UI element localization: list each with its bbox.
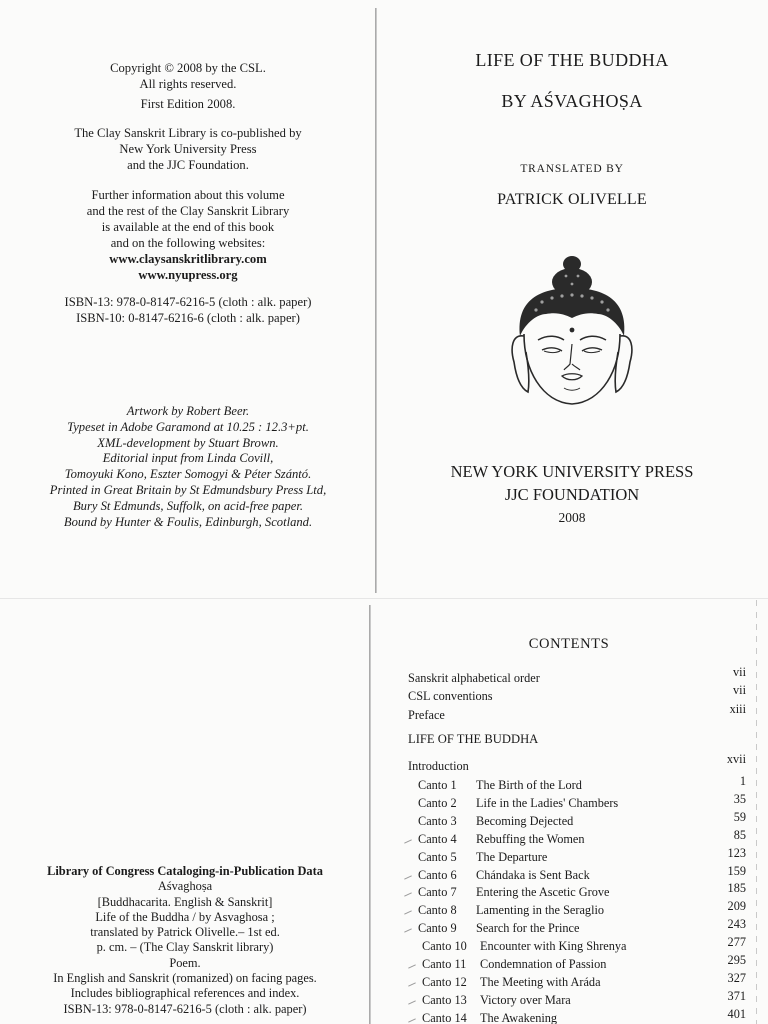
copublisher-block bbox=[0, 125, 376, 173]
publisher-line: NEW YORK UNIVERSITY PRESS bbox=[450, 462, 694, 481]
pencil-mark bbox=[404, 893, 412, 897]
copyright-page bbox=[0, 0, 376, 600]
toc-canto-title: The Meeting with Aráda bbox=[480, 974, 601, 989]
pencil-mark bbox=[408, 982, 416, 986]
toc-canto-page: 277 bbox=[727, 935, 746, 950]
contents-page bbox=[370, 600, 768, 1024]
toc-section-title bbox=[408, 731, 748, 747]
toc-canto-page: 35 bbox=[733, 791, 746, 806]
toc-canto-number: Canto 5 bbox=[418, 849, 457, 864]
toc-canto-title: The Birth of the Lord bbox=[476, 778, 582, 792]
cip-line: translated by Patrick Olivelle.– 1st ed. bbox=[90, 925, 280, 940]
toc-canto-number: Canto 14 bbox=[422, 1010, 467, 1024]
website-link[interactable]: www.claysanskritlibrary.com bbox=[109, 252, 267, 266]
toc-canto-number: Canto 9 bbox=[418, 921, 457, 936]
toc-canto-entry[interactable] bbox=[418, 827, 748, 847]
toc-canto-number: Canto 11 bbox=[422, 957, 467, 971]
credit-line: Artwork by Robert Beer. bbox=[126, 404, 250, 418]
cip-data bbox=[0, 864, 370, 1017]
toc-entry[interactable] bbox=[408, 683, 748, 704]
title-page bbox=[376, 0, 768, 600]
toc-canto-entry[interactable] bbox=[418, 863, 748, 883]
pencil-mark bbox=[404, 929, 412, 933]
info-line: and on the following websites: bbox=[110, 236, 266, 250]
toc-canto-title: Entering the Ascetic Grove bbox=[476, 885, 610, 900]
toc-entry-page: vii bbox=[733, 683, 746, 697]
toc-canto-page: 159 bbox=[727, 863, 746, 878]
publication-year: 2008 bbox=[558, 510, 586, 525]
buddha-head-illustration bbox=[502, 252, 642, 424]
credits-block bbox=[0, 404, 376, 530]
toc-canto-page: 59 bbox=[733, 809, 746, 824]
isbn-line: ISBN-10: 0-8147-6216-6 (cloth : alk. paper) bbox=[76, 311, 300, 325]
toc-entry-page: xvii bbox=[726, 752, 746, 766]
credit-line: Tomoyuki Kono, Eszter Somogyi & Péter Szántó. bbox=[64, 467, 312, 482]
pencil-mark bbox=[404, 839, 412, 843]
toc-canto-number: Canto 8 bbox=[418, 903, 457, 918]
toc-entry-page: xiii bbox=[729, 702, 746, 716]
translator-name: PATRICK OLIVELLE bbox=[497, 191, 647, 208]
toc-canto-entry[interactable] bbox=[418, 899, 748, 918]
toc-canto-number: Canto 2 bbox=[418, 795, 457, 810]
publisher-line: JJC FOUNDATION bbox=[504, 485, 640, 504]
book-author: BY AŚVAGHOṢA bbox=[501, 91, 643, 111]
credit-line: Bound by Hunter & Foulis, Edinburgh, Scotland. bbox=[63, 514, 313, 529]
credit-line: Typeset in Adobe Garamond at 10.25 : 12.3+pt. bbox=[67, 419, 309, 434]
credit-line: Bury St Edmunds, Suffolk, on acid-free paper. bbox=[72, 498, 304, 513]
toc-canto-number: Canto 1 bbox=[418, 778, 457, 792]
cip-page bbox=[0, 600, 370, 1024]
cip-line: Life of the Buddha / by Asvaghosa ; bbox=[95, 909, 275, 924]
copub-line: and the JJC Foundation. bbox=[127, 158, 249, 172]
edition-line bbox=[0, 96, 376, 112]
toc-canto-entry[interactable] bbox=[418, 970, 748, 990]
toc-canto-title: Lamenting in the Seraglio bbox=[476, 903, 605, 918]
toc-canto-title: Victory over Mara bbox=[480, 992, 571, 1007]
toc-canto-number: Canto 12 bbox=[422, 974, 467, 989]
isbn-block bbox=[0, 294, 376, 326]
info-line: Further information about this volume bbox=[91, 188, 285, 202]
isbn-line: ISBN-13: 978-0-8147-6216-5 (cloth : alk. paper) bbox=[64, 295, 312, 309]
cip-line: In English and Sanskrit (romanized) on facing pages. bbox=[53, 971, 317, 986]
toc-canto-entry[interactable] bbox=[418, 881, 748, 900]
toc-canto-page: 185 bbox=[727, 881, 746, 896]
copyright-notice bbox=[0, 60, 376, 92]
toc-canto-title: Encounter with King Shrenya bbox=[480, 939, 627, 954]
toc-canto-number: Canto 7 bbox=[418, 885, 457, 900]
toc-canto-page: 401 bbox=[727, 1006, 746, 1021]
info-block bbox=[0, 187, 376, 283]
cip-heading: Library of Congress Cataloging-in-Publication Data bbox=[47, 864, 323, 878]
toc-canto-page: 371 bbox=[727, 988, 746, 1003]
credit-line: Editorial input from Linda Covill, bbox=[102, 451, 274, 466]
cip-line: ISBN-13: 978-0-8147-6216-5 (cloth : alk. paper) bbox=[63, 1001, 307, 1016]
copub-line: The Clay Sanskrit Library is co-published by bbox=[74, 126, 302, 140]
toc-canto-title: Condemnation of Passion bbox=[480, 957, 607, 971]
copyright-line: Copyright © 2008 by the CSL. bbox=[110, 61, 266, 75]
toc-canto-page: 1 bbox=[739, 774, 746, 788]
toc-canto-title: Becoming Dejected bbox=[476, 813, 574, 828]
toc-entry-page: vii bbox=[733, 665, 746, 679]
edition-text: First Edition 2008. bbox=[140, 97, 236, 111]
info-line: and the rest of the Clay Sanskrit Library bbox=[86, 204, 290, 218]
toc-canto-entry[interactable] bbox=[418, 845, 748, 865]
toc-canto-entry[interactable] bbox=[418, 935, 748, 954]
toc-entry-label: Sanskrit alphabetical order bbox=[408, 671, 540, 685]
toc-canto-entry[interactable] bbox=[418, 809, 748, 829]
toc-entry[interactable] bbox=[408, 665, 748, 686]
toc-canto-page: 327 bbox=[727, 970, 746, 985]
cip-line: [Buddhacarita. English & Sanskrit] bbox=[97, 894, 273, 909]
pencil-mark bbox=[408, 964, 416, 968]
toc-canto-page: 295 bbox=[727, 953, 746, 967]
toc-canto-number: Canto 10 bbox=[422, 939, 467, 954]
toc-canto-entry[interactable] bbox=[418, 917, 748, 936]
toc-canto-page: 243 bbox=[727, 917, 746, 932]
rights-line: All rights reserved. bbox=[139, 77, 237, 91]
toc-canto-title: Chándaka is Sent Back bbox=[476, 867, 590, 882]
cip-line: Poem. bbox=[169, 955, 201, 970]
toc-canto-title: Rebuffing the Women bbox=[476, 831, 585, 846]
toc-entry[interactable] bbox=[408, 702, 748, 723]
contents-heading: CONTENTS bbox=[528, 636, 610, 652]
website-link[interactable]: www.nyupress.org bbox=[138, 268, 238, 282]
toc-canto-title: The Awakening bbox=[480, 1010, 558, 1024]
credit-line: XML-development by Stuart Brown. bbox=[97, 435, 279, 450]
toc-entry-label: Preface bbox=[408, 708, 445, 722]
toc-canto-number: Canto 3 bbox=[418, 813, 457, 828]
toc-canto-number: Canto 13 bbox=[422, 992, 467, 1007]
toc-canto-entry[interactable] bbox=[418, 791, 748, 811]
toc-entry-label: CSL conventions bbox=[408, 689, 493, 703]
toc-canto-entry[interactable] bbox=[418, 1006, 748, 1024]
toc-entry-label: Introduction bbox=[408, 759, 469, 773]
cip-line: p. cm. – (The Clay Sanskrit library) bbox=[96, 940, 274, 955]
toc-canto-title: The Departure bbox=[476, 849, 548, 864]
toc-canto-entry[interactable] bbox=[418, 774, 748, 793]
pencil-mark bbox=[408, 1018, 416, 1022]
toc-canto-page: 85 bbox=[733, 827, 746, 842]
translated-by-label: TRANSLATED BY bbox=[520, 163, 624, 175]
toc-canto-page: 209 bbox=[727, 899, 746, 914]
toc-entry[interactable] bbox=[408, 752, 748, 774]
book-title: LIFE OF THE BUDDHA bbox=[475, 50, 669, 70]
toc-canto-title: Search for the Prince bbox=[476, 921, 580, 936]
pencil-mark bbox=[404, 911, 412, 915]
toc-canto-page: 123 bbox=[727, 845, 746, 860]
pencil-mark bbox=[404, 875, 412, 879]
toc-canto-number: Canto 4 bbox=[418, 831, 457, 846]
section-label: LIFE OF THE BUDDHA bbox=[408, 732, 539, 746]
toc-canto-entry[interactable] bbox=[418, 988, 748, 1008]
copub-line: New York University Press bbox=[119, 142, 257, 156]
info-line: is available at the end of this book bbox=[101, 220, 275, 234]
pencil-mark bbox=[408, 1000, 416, 1004]
toc-canto-title: Life in the Ladies' Chambers bbox=[476, 795, 619, 810]
toc-canto-number: Canto 6 bbox=[418, 867, 457, 882]
cip-line: Includes bibliographical references and index. bbox=[70, 986, 300, 1001]
cip-line: Aśvaghoṣa bbox=[157, 879, 213, 894]
toc-canto-entry[interactable] bbox=[418, 953, 748, 972]
credit-line: Printed in Great Britain by St Edmundsbury Press Ltd, bbox=[49, 482, 327, 497]
